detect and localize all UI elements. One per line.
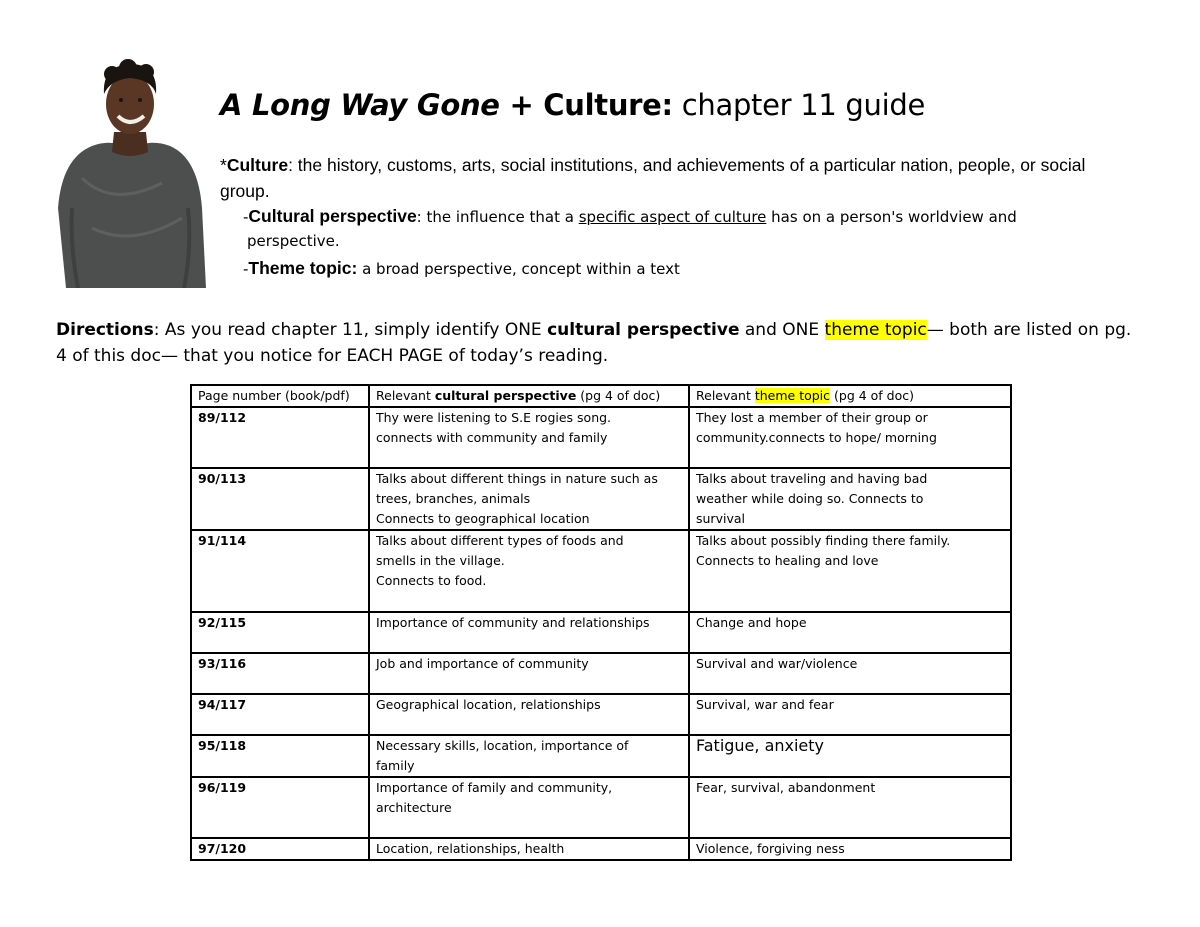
table-row bbox=[191, 530, 1011, 612]
cell-line: Connects to food. bbox=[376, 573, 487, 588]
cell-line: Importance of family and community, bbox=[376, 780, 613, 795]
culture-asterisk: * bbox=[220, 155, 227, 175]
cell-line: Survival, war and fear bbox=[696, 697, 834, 712]
cell-line: Talks about different things in nature such as bbox=[376, 471, 658, 486]
culture-definition bbox=[220, 152, 1120, 204]
theme-topic-cell bbox=[689, 468, 1011, 530]
header-cultural-perspective bbox=[369, 385, 689, 407]
cell-line: Location, relationships, health bbox=[376, 841, 565, 856]
theme-topic-cell bbox=[689, 694, 1011, 735]
directions-text-3: — both are listed on pg. 4 of this doc— that you notice for EACH PAGE of today’s reading. bbox=[56, 320, 1132, 366]
cell-line: architecture bbox=[376, 800, 452, 815]
directions-bold-phrase: cultural perspective bbox=[547, 320, 740, 340]
header-bold: cultural perspective bbox=[434, 388, 577, 403]
cell-line: Connects to geographical location bbox=[376, 511, 590, 526]
cell-line: Job and importance of community bbox=[376, 656, 589, 671]
title-book-name: A Long Way Gone bbox=[220, 88, 500, 122]
title-chapter: chapter 11 guide bbox=[672, 88, 926, 122]
cell-line: connects with community and family bbox=[376, 430, 608, 445]
culture-term: Culture bbox=[226, 155, 289, 175]
header-text: (pg 4 of doc) bbox=[830, 388, 915, 403]
table-row bbox=[191, 735, 1011, 777]
cell-line: Thy were listening to S.E rogies song. bbox=[376, 410, 612, 425]
table-row bbox=[191, 694, 1011, 735]
cultural-perspective-cell bbox=[369, 838, 689, 860]
cell-line: community.connects to hope/ morning bbox=[696, 430, 937, 445]
directions-text-1: : As you read chapter 11, simply identify ONE bbox=[153, 320, 548, 340]
page-number-cell: 95/118 bbox=[191, 735, 369, 777]
title-culture: Culture: bbox=[543, 88, 673, 122]
page-number-cell: 94/117 bbox=[191, 694, 369, 735]
cell-line: Violence, forgiving ness bbox=[696, 841, 845, 856]
theme-dash: - bbox=[243, 260, 249, 278]
theme-topic-text: a broad perspective, concept within a text bbox=[357, 260, 680, 278]
table-row bbox=[191, 407, 1011, 468]
cultural-perspective-cell bbox=[369, 777, 689, 838]
cell-line: Talks about different types of foods and bbox=[376, 533, 624, 548]
portrait-photo bbox=[52, 58, 208, 288]
theme-topic-cell bbox=[689, 735, 1011, 777]
cultural-perspective-cell bbox=[369, 407, 689, 468]
page-number-cell: 96/119 bbox=[191, 777, 369, 838]
table-row bbox=[191, 838, 1011, 860]
table-row bbox=[191, 612, 1011, 653]
cell-line: Fatigue, anxiety bbox=[696, 736, 825, 755]
header-text: (pg 4 of doc) bbox=[576, 388, 661, 403]
header-highlight: theme topic bbox=[754, 388, 831, 403]
table-row bbox=[191, 468, 1011, 530]
theme-topic-cell bbox=[689, 612, 1011, 653]
cell-line: Talks about possibly finding there family. bbox=[696, 533, 951, 548]
page-number-cell: 92/115 bbox=[191, 612, 369, 653]
directions-text-2: and ONE bbox=[739, 320, 825, 340]
cell-line: Survival and war/violence bbox=[696, 656, 858, 671]
page-number-cell: 90/113 bbox=[191, 468, 369, 530]
cultural-perspective-definition bbox=[243, 204, 1103, 253]
cell-line: Necessary skills, location, importance of bbox=[376, 738, 629, 753]
cultural-perspective-cell bbox=[369, 735, 689, 777]
directions-paragraph bbox=[56, 317, 1146, 369]
cell-line: trees, branches, animals bbox=[376, 491, 531, 506]
cell-line: Geographical location, relationships bbox=[376, 697, 601, 712]
cell-line: Fear, survival, abandonment bbox=[696, 780, 876, 795]
cultural-perspective-term: Cultural perspective bbox=[248, 206, 417, 226]
culture-text: : the history, customs, arts, social institutions, and achievements of a particular nation, people, or social group. bbox=[220, 155, 1086, 201]
cultural-perspective-cell bbox=[369, 530, 689, 612]
header-text: Relevant bbox=[376, 388, 435, 403]
sweater-shape bbox=[58, 143, 206, 288]
perspective-text-after: has on a person's worldview and bbox=[766, 208, 1017, 226]
cell-line: They lost a member of their group or bbox=[696, 410, 928, 425]
theme-topic-cell bbox=[689, 838, 1011, 860]
theme-topic-term: Theme topic: bbox=[248, 258, 358, 278]
perspective-underlined-phrase: specific aspect of culture bbox=[578, 208, 767, 226]
cell-line: weather while doing so. Connects to bbox=[696, 491, 924, 506]
theme-topic-cell bbox=[689, 777, 1011, 838]
page-number-cell: 91/114 bbox=[191, 530, 369, 612]
page-number-cell: 93/116 bbox=[191, 653, 369, 694]
directions-label: Directions bbox=[56, 320, 154, 340]
table-row bbox=[191, 653, 1011, 694]
perspective-text-before: : the influence that a bbox=[416, 208, 579, 226]
chapter-guide-table bbox=[190, 384, 1012, 861]
cultural-perspective-cell bbox=[369, 694, 689, 735]
theme-topic-cell bbox=[689, 653, 1011, 694]
table-header-row bbox=[191, 385, 1011, 407]
theme-topic-cell bbox=[689, 530, 1011, 612]
perspective-continuation: perspective. bbox=[247, 232, 340, 250]
directions-highlight: theme topic bbox=[824, 320, 927, 340]
theme-topic-cell bbox=[689, 407, 1011, 468]
header-theme-topic bbox=[689, 385, 1011, 407]
cultural-perspective-cell bbox=[369, 653, 689, 694]
page-number-cell: 97/120 bbox=[191, 838, 369, 860]
cell-line: smells in the village. bbox=[376, 553, 505, 568]
cell-line: Connects to healing and love bbox=[696, 553, 879, 568]
perspective-dash: - bbox=[243, 208, 249, 226]
page-title bbox=[220, 88, 925, 122]
page-number-cell: 89/112 bbox=[191, 407, 369, 468]
theme-topic-definition bbox=[243, 256, 1103, 281]
cell-line: family bbox=[376, 758, 415, 773]
cell-line: Talks about traveling and having bad bbox=[696, 471, 928, 486]
title-plus: + bbox=[499, 88, 544, 122]
table-row bbox=[191, 777, 1011, 838]
cultural-perspective-cell bbox=[369, 612, 689, 653]
cell-line: survival bbox=[696, 511, 745, 526]
cultural-perspective-cell bbox=[369, 468, 689, 530]
cell-line: Change and hope bbox=[696, 615, 807, 630]
cell-line: Importance of community and relationships bbox=[376, 615, 650, 630]
header-text: Relevant bbox=[696, 388, 755, 403]
header-page-number: Page number (book/pdf) bbox=[191, 385, 369, 407]
